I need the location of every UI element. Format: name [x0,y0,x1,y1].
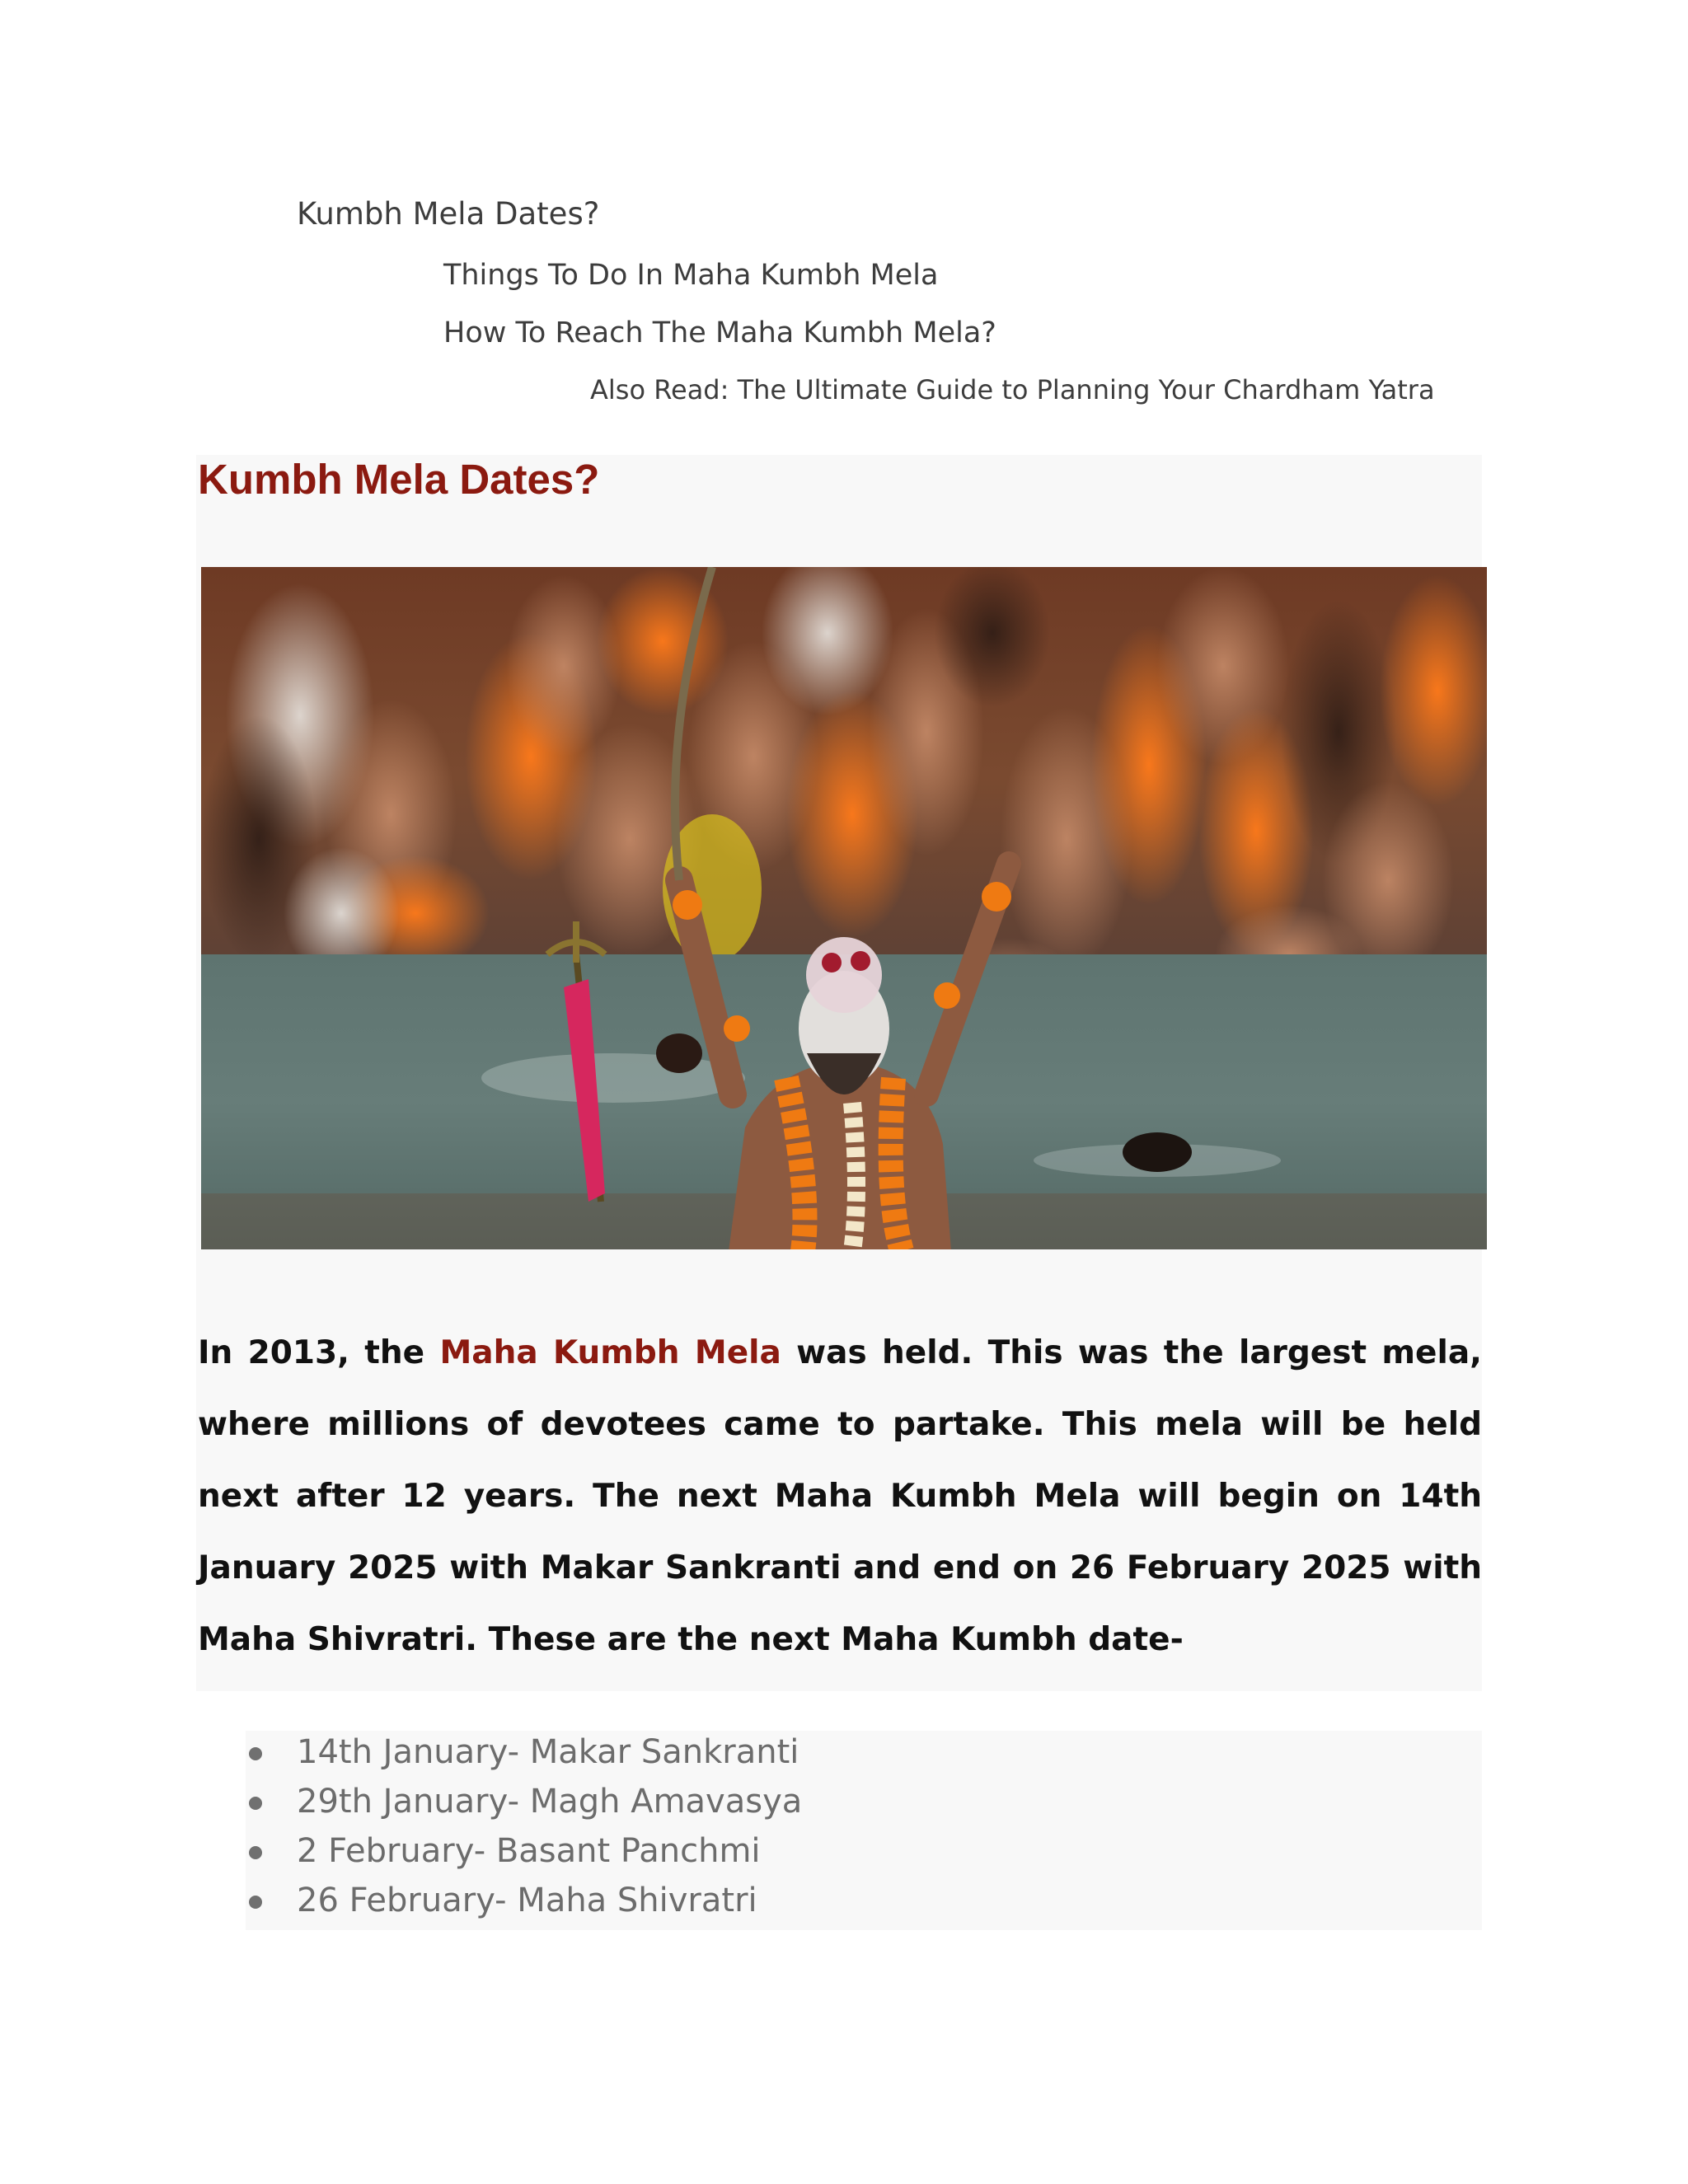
toc-link-kumbh-mela-dates[interactable]: Kumbh Mela Dates? [297,196,600,232]
bullet-icon [249,1846,262,1859]
list-item [246,1777,802,1826]
section-heading: Kumbh Mela Dates? [198,456,600,503]
list-item-text: 14th January- Makar Sankranti [297,1733,799,1771]
kumbh-dates-list [246,1727,802,1925]
kumbh-mela-photo [201,567,1487,1249]
list-item-text: 2 February- Basant Panchmi [297,1832,761,1870]
list-item [246,1876,802,1925]
toc-link-things-to-do[interactable]: Things To Do In Maha Kumbh Mela [443,259,939,292]
list-item-text: 26 February- Maha Shivratri [297,1882,757,1919]
maha-kumbh-mela-link[interactable]: Maha Kumbh Mela [439,1334,781,1371]
list-item [246,1727,802,1777]
paragraph-text-start: In 2013, the [198,1334,440,1371]
bullet-icon [249,1896,262,1909]
toc-link-how-to-reach[interactable]: How To Reach The Maha Kumbh Mela? [443,316,996,349]
section-paragraph [198,1317,1482,1675]
list-item [246,1826,802,1876]
paragraph-text-end: was held. This was the largest mela, where millions of devotees came to partake. This mela will be held next after 12 years. The next Maha Kumbh Mela will begin on 14th January 2025 with Makar Sankranti and end on 26 February 2025 with Maha Shivratri. These are the next Maha Kumbh date- [198,1334,1482,1658]
bullet-icon [249,1747,262,1760]
list-item-text: 29th January- Magh Amavasya [297,1783,803,1821]
bullet-icon [249,1797,262,1810]
toc-link-also-read-chardham[interactable]: Also Read: The Ultimate Guide to Planning Your Chardham Yatra [590,374,1435,405]
